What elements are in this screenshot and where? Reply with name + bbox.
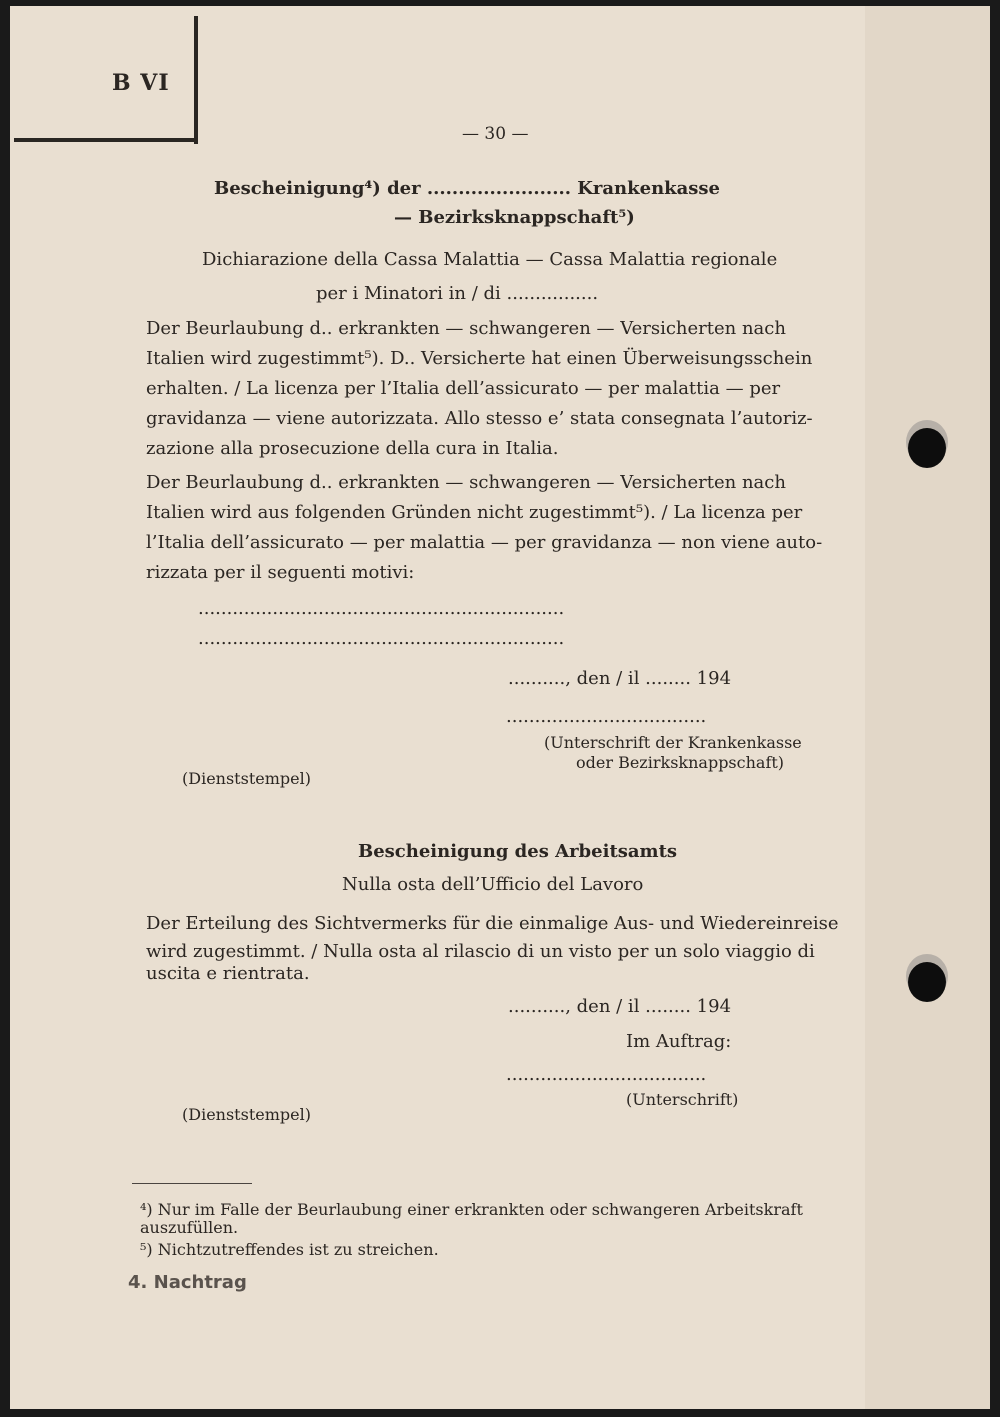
page-number: — 30 —	[462, 124, 529, 144]
cert1-para1-line: gravidanza — viene autorizzata. Allo stesso e’ stata consegnata l’autoriz-	[146, 408, 813, 429]
cert1-title-line2: — Bezirksknappschaft⁵)	[394, 207, 635, 228]
cert1-italian-line1: Dichiarazione della Cassa Malattia — Cassa Malattia regionale	[202, 249, 778, 270]
cert1-para2-line: rizzata per il seguenti motivi:	[146, 562, 415, 583]
cert2-date-line: .........., den / il ........ 194	[508, 996, 732, 1017]
cert2-signature-label: (Unterschrift)	[626, 1090, 739, 1109]
reason-dotted-line: ................................................................	[198, 598, 565, 619]
reason-dotted-line: ................................................................	[198, 628, 565, 649]
cert1-title-line1: Bescheinigung⁴) der ....................... Krankenkasse	[214, 178, 721, 199]
page-edge-shade	[865, 6, 990, 1409]
section-label: B VI	[112, 70, 170, 96]
cert1-date-line: .........., den / il ........ 194	[508, 668, 732, 689]
cert1-para2-line: Der Beurlaubung d.. erkrankten — schwangeren — Versicherten nach	[146, 472, 786, 493]
punch-hole	[908, 962, 946, 1002]
cert2-para-line: Der Erteilung des Sichtvermerks für die einmalige Aus- und Wiedereinreise	[146, 913, 839, 934]
punch-hole	[908, 428, 946, 468]
cert1-para1-line: Der Beurlaubung d.. erkrankten — schwangeren — Versicherten nach	[146, 318, 786, 339]
cert1-stamp-label: (Dienststempel)	[182, 769, 311, 788]
cert1-signature-label: oder Bezirksknappschaft)	[576, 753, 785, 772]
cert1-para1-line: Italien wird zugestimmt⁵). D.. Versicherte hat einen Überweisungsschein	[146, 348, 813, 369]
cert2-im-auftrag: Im Auftrag:	[626, 1031, 732, 1052]
footnote-4: ⁴) Nur im Falle der Beurlaubung einer erkrankten oder schwangeren Arbeitskraft	[140, 1200, 803, 1219]
cert1-signature-label: (Unterschrift der Krankenkasse	[544, 733, 802, 752]
cert2-signature-dots: ...................................	[506, 1064, 707, 1085]
cert2-para-line: uscita e rientrata.	[146, 963, 310, 984]
footnote-rule	[132, 1183, 252, 1184]
cert2-subtitle: Nulla osta dell’Ufficio del Lavoro	[342, 874, 644, 895]
cert2-title: Bescheinigung des Arbeitsamts	[358, 841, 678, 862]
cert1-para1-line: zazione alla prosecuzione della cura in Italia.	[146, 438, 559, 459]
footnote-5: ⁵) Nichtzutreffendes ist zu streichen.	[140, 1240, 439, 1259]
cert1-para1-line: erhalten. / La licenza per l’Italia dell’assicurato — per malattia — per	[146, 378, 781, 399]
cert2-para-line: wird zugestimmt. / Nulla osta al rilascio di un visto per un solo viaggio di	[146, 941, 815, 962]
supplement-label: 4. Nachtrag	[128, 1272, 247, 1293]
cert1-para2-line: Italien wird aus folgenden Gründen nicht zugestimmt⁵). / La licenza per	[146, 502, 803, 523]
cert1-signature-dots: ...................................	[506, 706, 707, 727]
corner-frame-vertical	[194, 16, 198, 144]
footnote-4-cont: auszufüllen.	[140, 1218, 239, 1237]
corner-frame-horizontal	[14, 138, 198, 142]
cert2-stamp-label: (Dienststempel)	[182, 1105, 311, 1124]
cert1-italian-line2: per i Minatori in / di ................	[316, 283, 599, 304]
cert1-para2-line: l’Italia dell’assicurato — per malattia — per gravidanza — non viene auto-	[146, 532, 823, 553]
